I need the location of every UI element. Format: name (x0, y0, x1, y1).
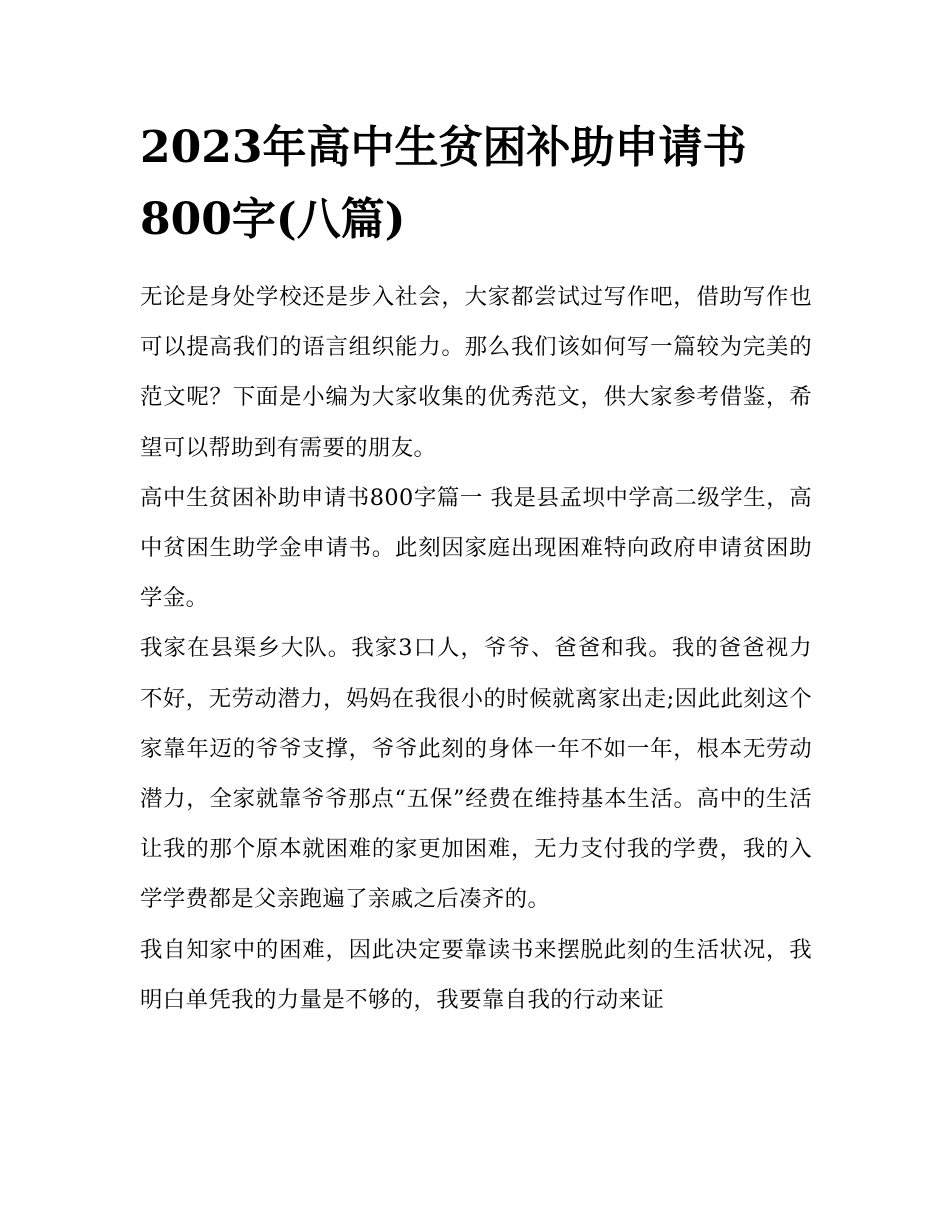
document-page (140, 112, 812, 1025)
paragraph-intro: 无论是身处学校还是步入社会，大家都尝试过写作吧，借助写作也可以提高我们的语言组织能力。那么我们该如何写一篇较为完美的范文呢？下面是小编为大家收集的优秀范文，供大家参考借鉴，希望可以帮助到有需要的朋友。 (140, 284, 812, 461)
document-title: 2023年高中生贫困补助申请书800字(八篇) (140, 122, 747, 245)
paragraph-resolve: 我自知家中的困难，因此决定要靠读书来摆脱此刻的生活状况，我明白单凭我的力量是不够的，我要靠自我的行动来证 (140, 936, 812, 1013)
paragraph-family: 我家在县渠乡大队。我家3口人，爷爷、爸爸和我。我的爸爸视力不好，无劳动潜力，妈妈在我很小的时候就离家出走;因此此刻这个家靠年迈的爷爷支撑，爷爷此刻的身体一年不如一年，根本无劳动潜力，全家就靠爷爷那点“五保”经费在维持基本生活。高中的生活让我的那个原本就困难的家更加困难，无力支付我的学费，我的入学学费都是父亲跑遍了亲戚之后凑齐的。 (140, 635, 812, 913)
paragraph-chapter-one: 高中生贫困补助申请书800字篇一 我是县孟坝中学高二级学生，高中贫困生助学金申请书。此刻因家庭出现困难特向政府申请贫困助学金。 (140, 484, 812, 612)
